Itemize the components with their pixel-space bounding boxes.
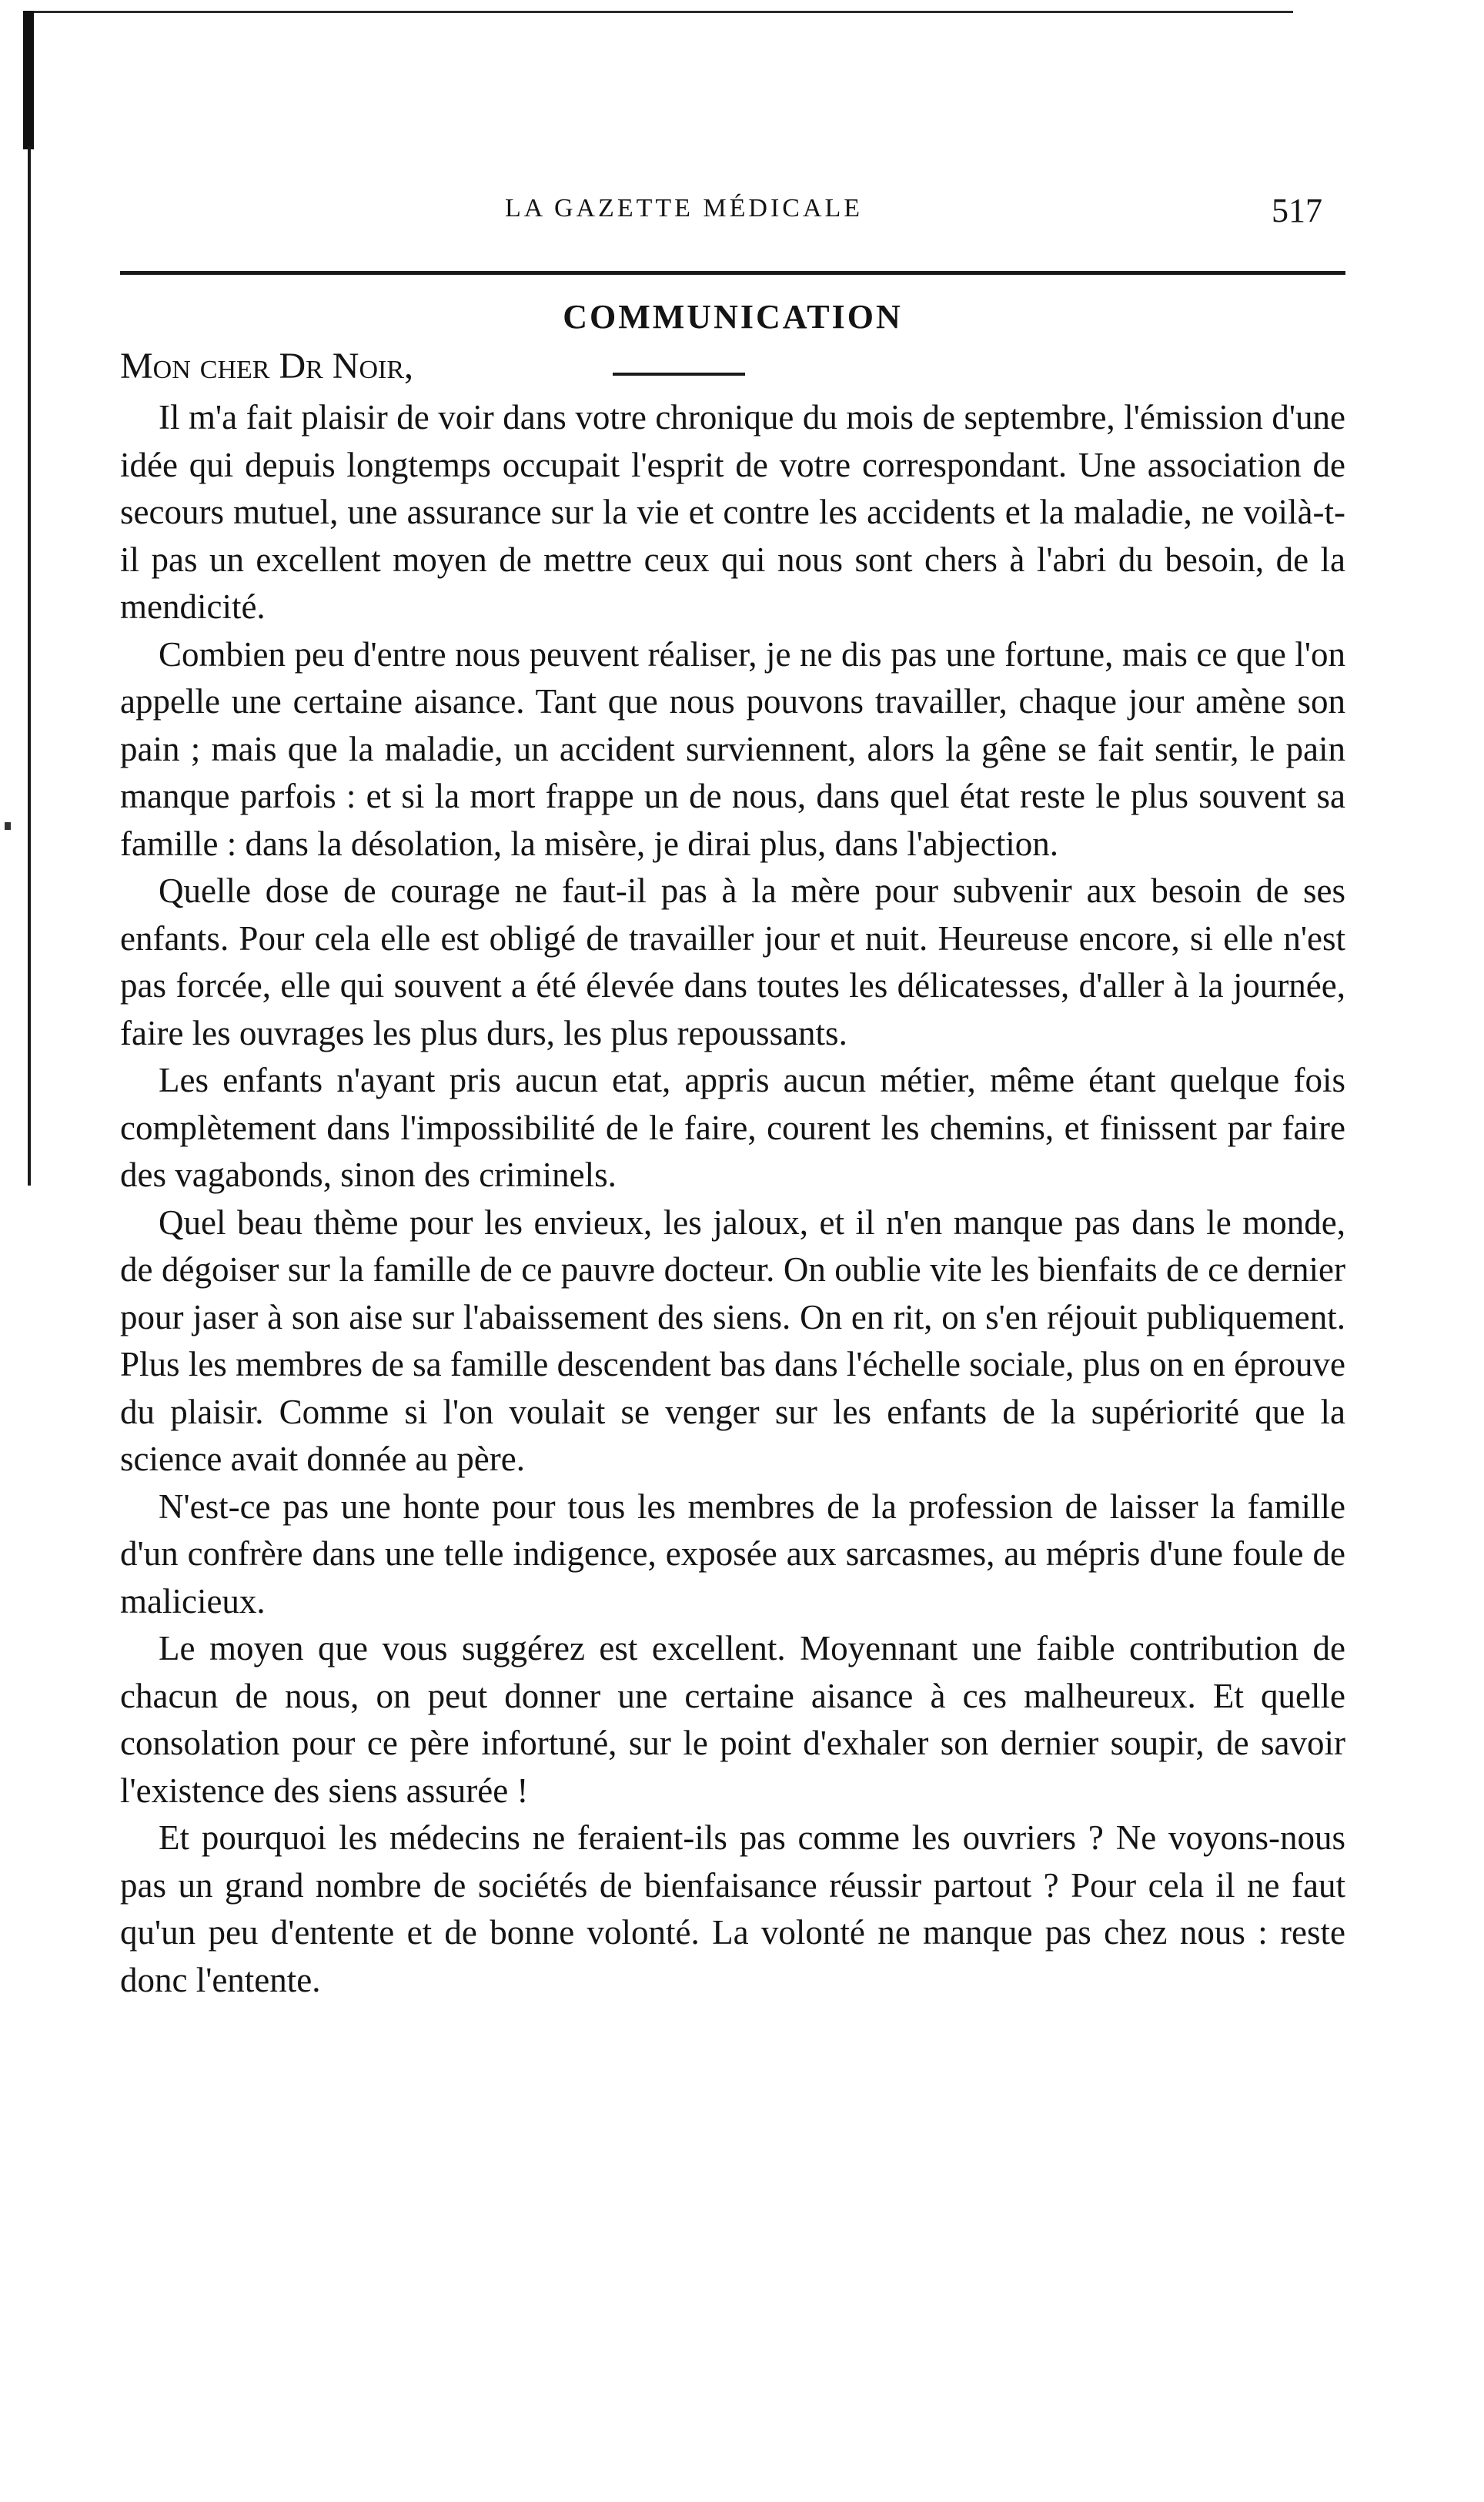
paragraph-2: Combien peu d'entre nous peuvent réaliser, je ne dis pas une fortune, mais ce que l'on appelle une certaine aisance. Tant que nous pouvons travailler, chaque jour amène son pain ; mais que la maladie, un accident surviennent, alors la gêne se fait sentir, le pain manque parfois : et si la mort frappe un de nous, dans quel état reste le plus souvent sa famille : dans la désolation, la misère, je dirai plus, dans l'abjection.: [120, 634, 1345, 863]
running-title: LA GAZETTE MÉDICALE: [505, 194, 864, 222]
paragraph-3: Quelle dose de courage ne faut-il pas à la mère pour subvenir aux besoin de ses enfants. Pour cela elle est obligé de travailler jour et nuit. Heureuse encore, si elle n'est pas forcée, elle qui souvent a été élevée dans toutes les délicatesses, d'aller à la journée, faire les ouvrages les plus durs, les plus repoussants.: [120, 871, 1345, 1052]
paragraph-7: Le moyen que vous suggérez est excellent. Moyennant une faible contribution de chacun de nous, on peut donner une certaine aisance à ces malheureux. Et quelle consolation pour ce père infortuné, sur le point d'exhaler son dernier soupir, de savoir l'existence des siens assurée !: [120, 1629, 1345, 1810]
section-title: COMMUNICATION: [563, 298, 903, 336]
paragraph-4: Les enfants n'ayant pris aucun etat, appris aucun métier, même étant quelque fois complètement dans l'impossibilité de le faire, courent les chemins, et finissent par faire des vagabonds, sinon des criminels.: [120, 1061, 1345, 1194]
paragraph-1: Il m'a fait plaisir de voir dans votre chronique du mois de septembre, l'émission d'une idée qui depuis longtemps occupait l'esprit de votre correspondant. Une association de secours mutuel, une assurance sur la vie et contre les accidents et la maladie, ne voilà-t-il pas un excellent moyen de mettre ceux qui nous sont chers à l'abri du besoin, de la mendicité.: [120, 398, 1345, 626]
running-header: [120, 194, 1345, 240]
paragraph-8: Et pourquoi les médecins ne feraient-ils pas comme les ouvriers ? Ne voyons-nous pas un grand nombre de sociétés de bienfaisance réussir partout ? Pour cela il ne faut qu'un peu d'entente et de bonne volonté. La volonté ne manque pas chez nous : reste donc l'entente.: [120, 1818, 1345, 1999]
paragraph-5: Quel beau thème pour les envieux, les jaloux, et il n'en manque pas dans le monde, de dégoiser sur la famille de ce pauvre docteur. On oublie vite les bienfaits de ce dernier pour jaser à son aise sur l'abaissement des siens. On en rit, on s'en réjouit publiquement. Plus les membres de sa famille descendent bas dans l'échelle sociale, plus on en éprouve du plaisir. Comme si l'on voulait se venger sur les enfants de la supériorité que la science avait donnée au père.: [120, 1202, 1345, 1478]
scan-margin-mark: [5, 822, 11, 830]
header-rule: [120, 271, 1345, 275]
scan-border-left: [23, 11, 34, 149]
salutation-rule: [613, 373, 745, 376]
salutation: Mon cher Dr Noir,: [120, 346, 414, 386]
scan-border-top: [23, 11, 1293, 13]
scan-border-left-edge: [28, 146, 31, 1186]
page-number: 517: [1272, 192, 1322, 229]
article-body: [120, 394, 1345, 2004]
paragraph-6: N'est-ce pas une honte pour tous les membres de la profession de laisser la famille d'un confrère dans une telle indigence, exposée aux sarcasmes, au mépris d'une foule de malicieux.: [120, 1487, 1345, 1621]
